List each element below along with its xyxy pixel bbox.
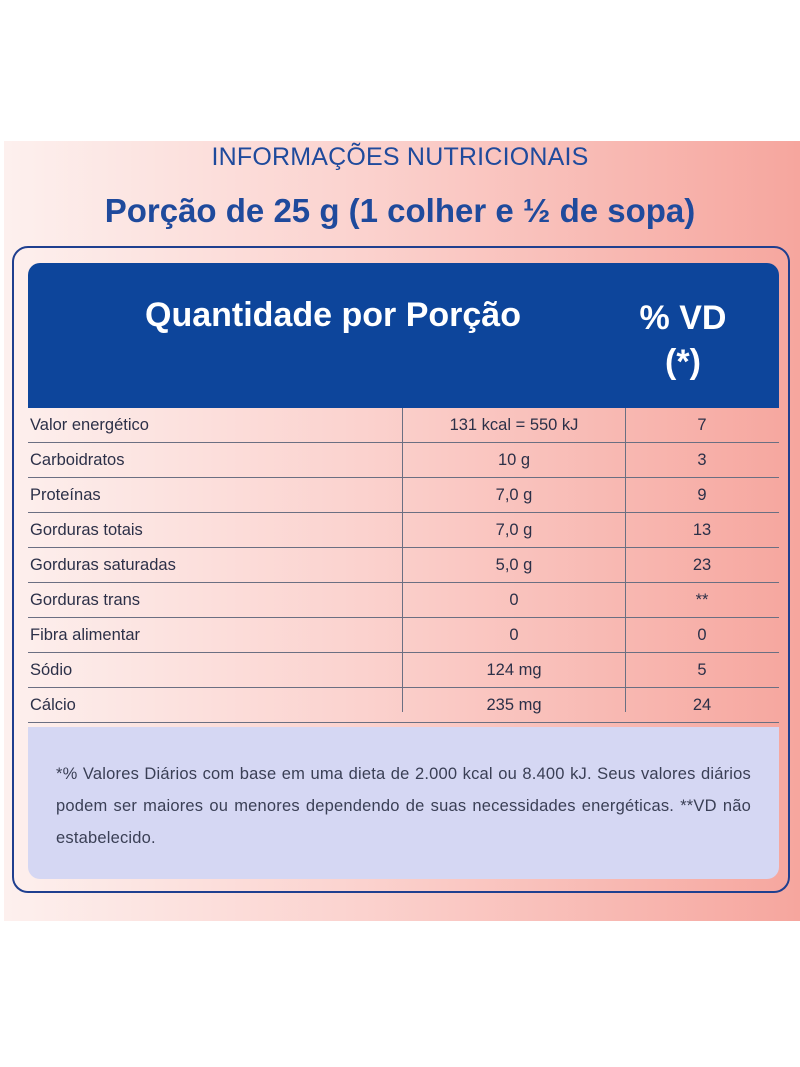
table-row <box>28 653 779 688</box>
nutrient-amount: 131 kcal = 550 kJ <box>449 416 579 434</box>
nutrient-vd: 5 <box>697 661 707 679</box>
portion-size: Porção de 25 g (1 colher e ½ de sopa) <box>104 192 696 229</box>
nutrient-name: Gorduras totais <box>30 521 143 539</box>
footnote-box <box>28 727 779 879</box>
nutrition-table-rows <box>28 408 779 723</box>
footnote-text: *% Valores Diários com base em uma dieta de 2.000 kcal ou 8.400 kJ. Seus valores diários podem ser maiores ou menores dependendo de suas necessidades energéticas. **VD não estabelecido. <box>56 765 751 847</box>
nutrient-vd: 23 <box>692 556 712 574</box>
nutrient-vd: 9 <box>697 486 707 504</box>
nutrient-vd: 24 <box>692 696 712 714</box>
table-row <box>28 443 779 478</box>
header-quantity: Quantidade por Porção <box>145 296 521 334</box>
nutrient-name: Gorduras trans <box>30 591 141 609</box>
nutrient-vd: 3 <box>697 451 707 469</box>
nutrient-amount: 235 mg <box>486 696 542 714</box>
nutrient-name: Cálcio <box>30 696 76 714</box>
table-row <box>28 478 779 513</box>
nutrient-amount: 10 g <box>497 451 531 469</box>
nutrient-vd: ** <box>695 591 709 609</box>
nutrient-name: Fibra alimentar <box>30 626 141 644</box>
header-vd-label: % VD <box>639 299 727 337</box>
nutrition-title: INFORMAÇÕES NUTRICIONAIS <box>211 143 589 171</box>
nutrient-amount: 7,0 g <box>495 486 533 504</box>
nutrient-amount: 0 <box>509 591 519 609</box>
column-divider <box>402 408 403 712</box>
table-row <box>28 583 779 618</box>
table-row <box>28 688 779 723</box>
column-divider <box>625 408 626 712</box>
nutrient-amount: 0 <box>509 626 519 644</box>
nutrient-name: Gorduras saturadas <box>30 556 176 574</box>
table-row <box>28 513 779 548</box>
header-daily-value <box>613 296 753 384</box>
header-vd-asterisk: (*) <box>665 343 701 381</box>
nutrient-amount: 124 mg <box>486 661 542 679</box>
nutrient-vd: 7 <box>697 416 707 434</box>
nutrient-name: Valor energético <box>30 416 149 434</box>
nutrient-amount: 5,0 g <box>495 556 533 574</box>
nutrient-name: Carboidratos <box>30 451 125 469</box>
nutrient-amount: 7,0 g <box>495 521 533 539</box>
table-row <box>28 408 779 443</box>
nutrient-name: Sódio <box>30 661 73 679</box>
nutrient-vd: 0 <box>697 626 707 644</box>
table-row <box>28 618 779 653</box>
nutrient-vd: 13 <box>692 521 712 539</box>
nutrient-name: Proteínas <box>30 486 101 504</box>
table-header <box>28 263 779 408</box>
table-row <box>28 548 779 583</box>
